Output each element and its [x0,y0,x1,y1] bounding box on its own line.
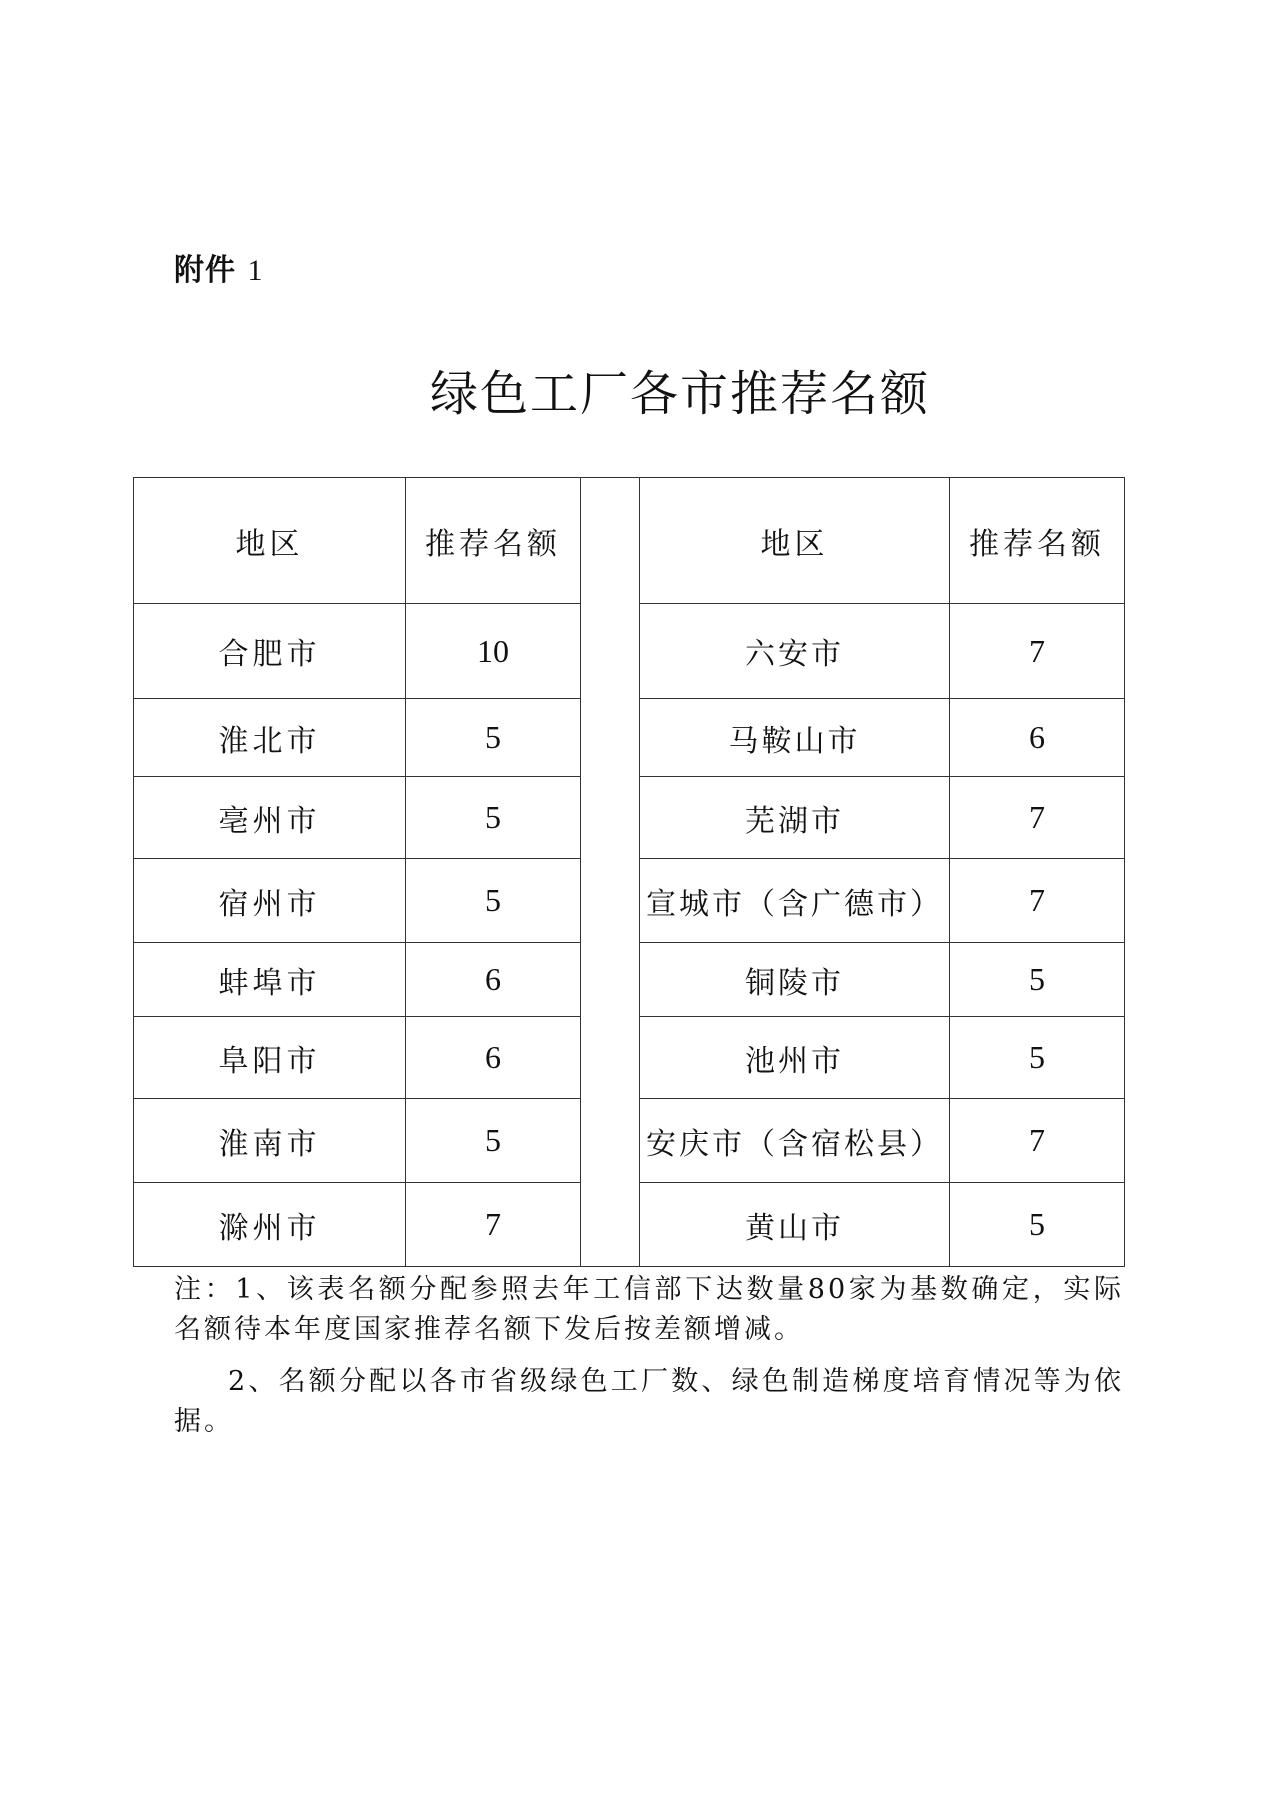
region-cell-right: 马鞍山市 [640,699,950,777]
quota-cell-right: 7 [950,604,1125,699]
note-1: 注：1、该表名额分配参照去年工信部下达数量80家为基数确定，实际名额待本年度国家推荐名额下发后按差额增减。 [174,1274,1124,1345]
note-2: 2、名额分配以各市省级绿色工厂数、绿色制造梯度培育情况等为依据。 [174,1366,1124,1437]
region-cell-right: 安庆市（含宿松县） [640,1099,950,1183]
quota-cell-right: 5 [950,1017,1125,1099]
attachment-number: 1 [247,254,264,287]
region-cell-left: 淮南市 [134,1099,406,1183]
region-cell-left: 合肥市 [134,604,406,699]
quota-cell-right: 7 [950,777,1125,859]
table-header-row [134,478,1125,604]
quota-table-body [134,478,1125,1267]
quota-cell-left: 6 [406,943,581,1017]
region-cell-right: 六安市 [640,604,950,699]
quota-cell-right: 5 [950,1183,1125,1267]
quota-cell-right: 7 [950,859,1125,943]
quota-cell-left: 5 [406,859,581,943]
table-gap-column [581,478,640,1267]
quota-cell-left: 10 [406,604,581,699]
quota-cell-right: 6 [950,699,1125,777]
quota-table [133,477,1125,1267]
quota-cell-left: 5 [406,699,581,777]
header-quota-right: 推荐名额 [950,478,1125,604]
region-cell-left: 阜阳市 [134,1017,406,1099]
region-cell-right: 芜湖市 [640,777,950,859]
region-cell-left: 蚌埠市 [134,943,406,1017]
page-title: 绿色工厂各市推荐名额 [429,366,930,422]
attachment-label-text: 附件 [174,253,236,288]
region-cell-right: 池州市 [640,1017,950,1099]
quota-cell-left: 6 [406,1017,581,1099]
quota-cell-left: 5 [406,777,581,859]
region-cell-left: 亳州市 [134,777,406,859]
region-cell-right: 黄山市 [640,1183,950,1267]
quota-cell-left: 5 [406,1099,581,1183]
quota-cell-right: 7 [950,1099,1125,1183]
header-region-left: 地区 [134,478,406,604]
region-cell-left: 淮北市 [134,699,406,777]
region-cell-left: 宿州市 [134,859,406,943]
attachment-label [174,245,263,289]
quota-cell-right: 5 [950,943,1125,1017]
quota-cell-left: 7 [406,1183,581,1267]
region-cell-right: 宣城市（含广德市） [640,859,950,943]
header-quota-left: 推荐名额 [406,478,581,604]
region-cell-left: 滁州市 [134,1183,406,1267]
region-cell-right: 铜陵市 [640,943,950,1017]
header-region-right: 地区 [640,478,950,604]
